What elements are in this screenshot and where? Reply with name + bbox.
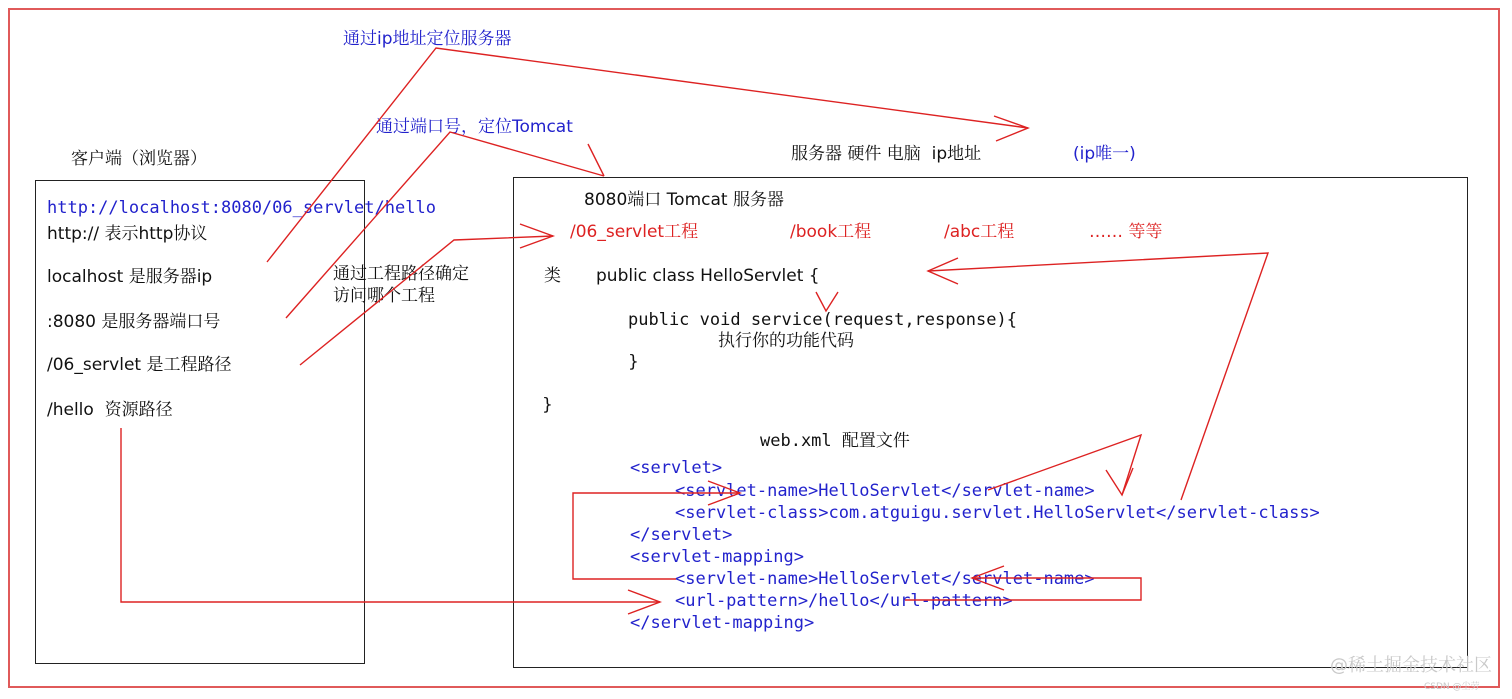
arrow-mapping-to-servlet	[573, 493, 740, 579]
method-close: }	[628, 352, 639, 372]
arrow-servlet-name-link	[988, 435, 1141, 495]
project-abc: /abc工程	[944, 222, 1015, 242]
arrow-path-to-project	[300, 236, 553, 365]
client-title: 客户端（浏览器）	[71, 149, 207, 169]
method-declaration: public void service(request,response){	[628, 310, 1017, 330]
arrowhead-service	[816, 292, 838, 311]
project-06-servlet: /06_servlet工程	[570, 222, 699, 242]
arrow-port-to-tomcat	[286, 132, 604, 318]
project-book: /book工程	[790, 222, 872, 242]
client-line-host: localhost 是服务器ip	[47, 267, 213, 287]
xml-mapping-servlet-name: <servlet-name>HelloServlet</servlet-name>	[675, 569, 1095, 589]
arrowhead-port	[588, 144, 604, 176]
xml-servlet-open: <servlet>	[630, 458, 723, 478]
port-locate-note: 通过端口号，定位Tomcat	[376, 117, 573, 137]
server-header: 服务器 硬件 电脑 ip地址	[791, 144, 982, 164]
arrow-class-to-hello-servlet	[928, 253, 1268, 500]
method-body: 执行你的功能代码	[718, 331, 854, 351]
client-url: http://localhost:8080/06_servlet/hello	[47, 198, 436, 218]
client-line-resource: /hello 资源路径	[47, 400, 173, 420]
xml-mapping-open: <servlet-mapping>	[630, 547, 804, 567]
client-line-project: /06_servlet 是工程路径	[47, 355, 232, 375]
ip-locate-note: 通过ip地址定位服务器	[343, 29, 512, 49]
arrow-resource-to-url	[121, 428, 660, 602]
webxml-title: web.xml 配置文件	[760, 431, 910, 451]
xml-url-pattern: <url-pattern>/hello</url-pattern>	[675, 591, 1013, 611]
path-locate-note-line1: 通过工程路径确定	[333, 264, 469, 284]
tomcat-label: 8080端口 Tomcat 服务器	[584, 190, 784, 210]
class-keyword: 类	[544, 266, 561, 286]
watermark-sub: CSDN @尘劳	[1424, 682, 1480, 692]
xml-servlet-close: </servlet>	[630, 525, 733, 545]
client-line-protocol: http:// 表示http协议	[47, 224, 208, 244]
class-declaration: public class HelloServlet {	[596, 266, 820, 286]
arrow-ip-to-server	[267, 48, 1028, 262]
project-etc: …… 等等	[1089, 222, 1163, 242]
path-locate-note-line2: 访问哪个工程	[333, 286, 435, 306]
xml-mapping-close: </servlet-mapping>	[630, 613, 815, 633]
arrow-url-to-mapping	[905, 578, 1141, 600]
xml-servlet-name: <servlet-name>HelloServlet</servlet-name>	[675, 481, 1095, 501]
xml-servlet-class: <servlet-class>com.atguigu.servlet.HelloServlet</servlet-class>	[675, 503, 1320, 523]
arrowhead-ip	[994, 116, 1028, 141]
client-line-port: :8080 是服务器端口号	[47, 312, 221, 332]
server-header-note: (ip唯一)	[1073, 144, 1136, 164]
watermark-main: @稀土掘金技术社区	[1330, 655, 1492, 676]
class-close: }	[542, 395, 553, 415]
